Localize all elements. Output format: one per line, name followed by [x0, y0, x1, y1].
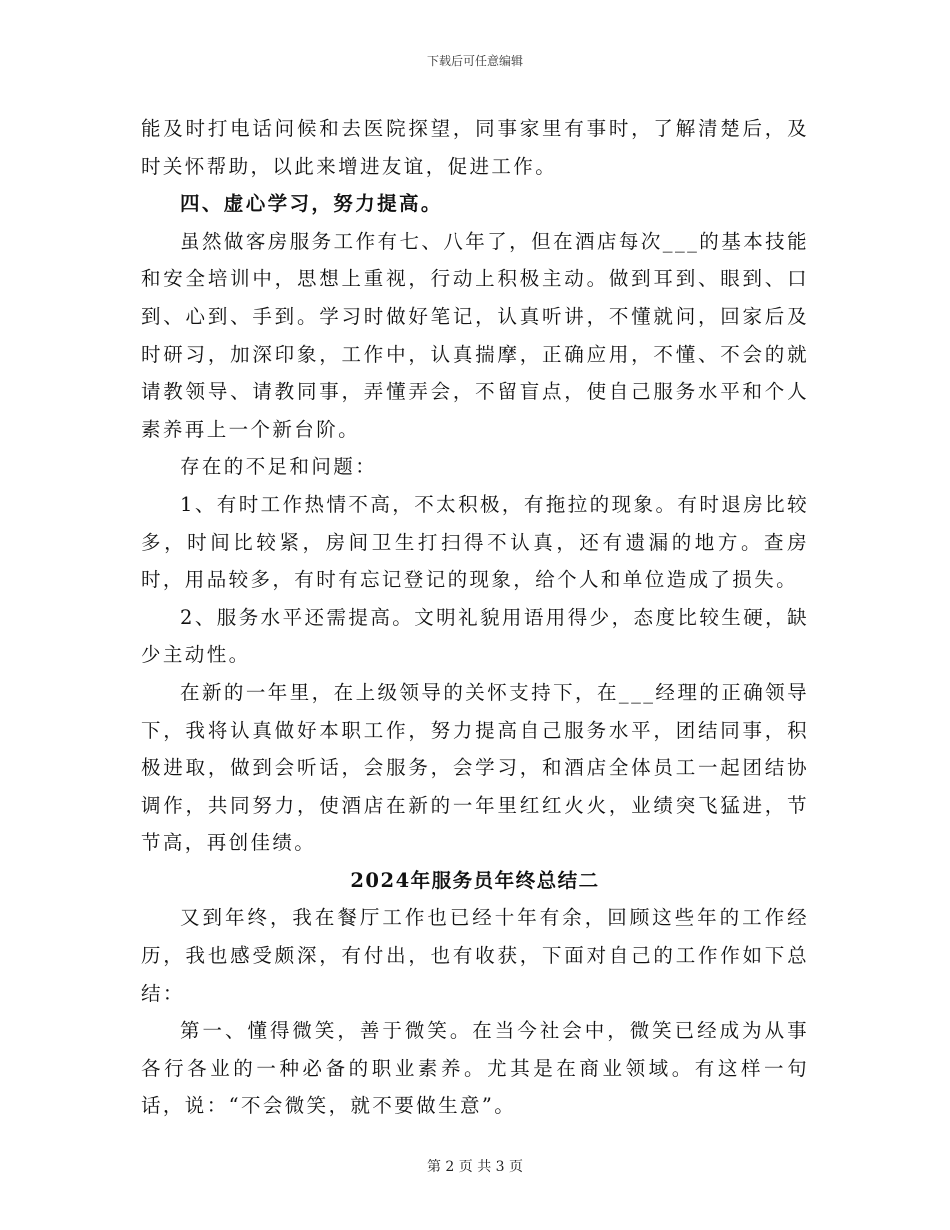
- paragraph-intro-2: 又到年终，我在餐厅工作也已经十年有余，回顾这些年的工作经历，我也感受颇深，有付出，也有收获，下面对自己的工作作如下总结：: [141, 906, 809, 1005]
- page-footer: 第 2 页 共 3 页: [426, 1159, 524, 1175]
- problems-heading: 存在的不足和问题：: [180, 455, 378, 479]
- paragraph-continuation: 能及时打电话问候和去医院探望，同事家里有事时，了解清楚后，及时关怀帮助，以此来增进友谊，促进工作。: [141, 117, 809, 178]
- document-body: [141, 110, 809, 1125]
- problem-item-1: 1、有时工作热情不高，不太积极，有拖拉的现象。有时退房比较多，时间比较紧，房间卫生打扫得不认真，还有遗漏的地方。查房时，用品较多，有时有忘记登记的现象，给个人和单位造成了损失。: [141, 492, 809, 592]
- problem-item-2: 2、服务水平还需提高。文明礼貌用语用得少，态度比较生硬，缺少主动性。: [141, 605, 809, 667]
- document-title-2: 2024年服务员年终总结二: [350, 868, 600, 892]
- paragraph-smile: 第一、懂得微笑，善于微笑。在当今社会中，微笑已经成为从事各行各业的一种必备的职业素养。尤其是在商业领域。有这样一句话，说：“不会微笑，就不要做生意”。: [141, 1019, 809, 1118]
- paragraph-new-year: 在新的一年里，在上级领导的关怀支持下，在___经理的正确领导下，我将认真做好本职工作，努力提高自己服务水平，团结同事，积极进取，做到会听话，会服务，会学习，和酒店全体员工一起团结协调作，共同努力，使酒店在新的一年里红红火火，业绩突飞猛进，节节高，再创佳绩。: [141, 680, 809, 855]
- section-heading-four: 四、虚心学习，努力提高。: [180, 192, 443, 216]
- page-header: 下载后可任意编辑: [426, 54, 523, 68]
- paragraph-learning: 虽然做客房服务工作有七、八年了，但在酒店每次___的基本技能和安全培训中，思想上重视，行动上积极主动。做到耳到、眼到、口到、心到、手到。学习时做好笔记，认真听讲，不懂就问，回家后及时研习，加深印象，工作中，认真揣摩，正确应用，不懂、不会的就请教领导、请教同事，弄懂弄会，不留盲点，使自己服务水平和个人素养再上一个新台阶。: [141, 229, 809, 441]
